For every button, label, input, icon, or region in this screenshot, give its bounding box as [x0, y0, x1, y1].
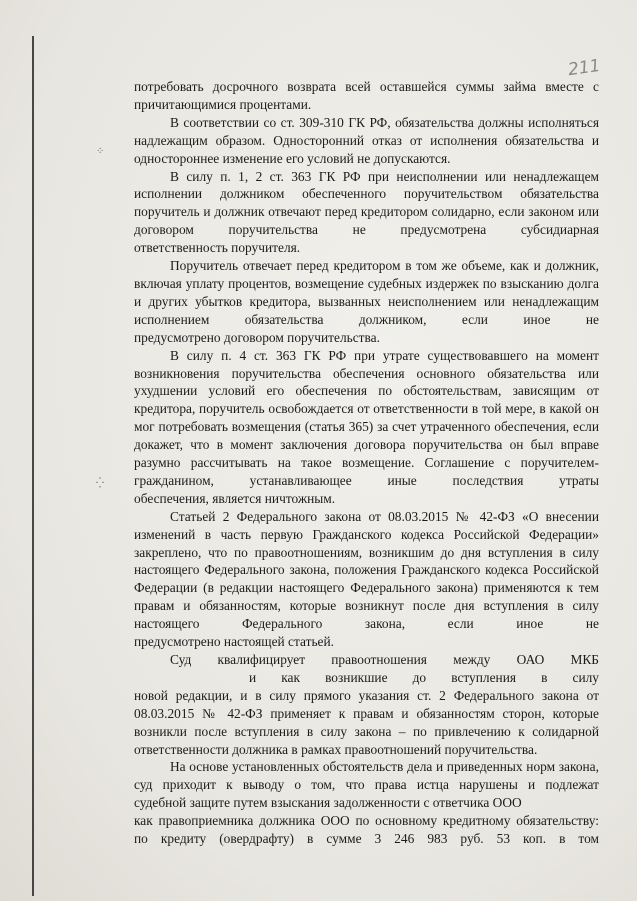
- paragraph: [134, 633, 599, 651]
- text-line: Российской Федерации (в редакции настоящего Федерального закона): [134, 562, 599, 596]
- paragraph: [134, 508, 599, 633]
- text-line: новой редакции, и в силу прямого указания ст. 2 Федерального закона от: [134, 687, 599, 703]
- scan-speck: ⁛: [96, 478, 104, 489]
- text-line: применяются к тем правам и обязанностям, которые возникнут после дня: [134, 580, 599, 614]
- paragraph: [134, 347, 599, 490]
- text-line: ответственности должника в рамках правоотношений поручительства.: [134, 741, 538, 757]
- document-body: [134, 78, 599, 848]
- text-line: или договором поручительства не предусмотрена субсидиарная: [134, 204, 599, 238]
- text-line: предусмотрено настоящей статьей.: [134, 634, 335, 650]
- text-line: возникли после вступления в силу закона – по привлечению к солидарной: [134, 723, 599, 739]
- paragraph: [134, 758, 599, 794]
- text-line: ненадлежащим исполнением обязательства должником, если иное не: [134, 293, 599, 327]
- text-line: он мог потребовать возмещения (статья 365) за счет утраченного обеспечения,: [134, 401, 599, 435]
- paragraph: [134, 114, 599, 150]
- text-line: вправе разумно рассчитывать на такое возмещение. Соглашение с: [134, 437, 599, 471]
- text-line: 08.03.2015 № 42-ФЗ применяет к правам и обязанностям сторон, которые: [134, 705, 599, 721]
- text-line: обеспечения, является ничтожным.: [134, 490, 336, 506]
- text-line: предусмотрено договором поручительства.: [134, 329, 380, 345]
- text-line: кредитора, поручитель освобождается от ответственности в той мере, в какой: [134, 401, 582, 417]
- text-line: одностороннее изменение его условий не допускаются.: [134, 150, 451, 166]
- text-line: Поручитель отвечает перед кредитором в том же объеме, как и должник,: [170, 258, 599, 274]
- text-line: Статьей 2 Федерального закона от 08.03.2015 № 42-ФЗ «О внесении: [170, 508, 599, 524]
- text-line: вступления в силу настоящего Федерального закона, если иное не: [134, 598, 599, 632]
- text-line: В соответствии со ст. 309-310 ГК РФ, обязательства должны исполняться: [170, 114, 599, 130]
- text-line: причитающимися процентами.: [134, 96, 312, 112]
- paragraph: [134, 168, 599, 240]
- paragraph: [134, 78, 599, 96]
- paragraph: [134, 329, 599, 347]
- text-line: На основе установленных обстоятельств дела и приведенных норм: [170, 759, 556, 775]
- paragraph: [134, 651, 599, 669]
- text-line: обязательству: по кредиту (овердрафту) в сумме 3 246 983 руб. 53 коп. в том: [134, 813, 599, 847]
- text-line: как правоприемника должника ООО по основному кредитному: [134, 813, 511, 829]
- text-line: В силу п. 1, 2 ст. 363 ГК РФ при неисполнении или ненадлежащем: [170, 168, 599, 184]
- text-line: ухудшении условий его обеспечения по обстоятельствам, зависящим от: [134, 383, 599, 399]
- paragraph: [134, 794, 599, 812]
- text-line: поручитель и должник отвечают перед кредитором солидарно, если законом: [134, 204, 575, 220]
- paragraph: [134, 239, 599, 257]
- paragraph: [134, 96, 599, 114]
- paragraph: [134, 687, 599, 741]
- paragraph: [134, 812, 599, 848]
- page-edge-line: [32, 36, 34, 896]
- text-line: надлежащим образом. Односторонний отказ от исполнения обязательства и: [134, 132, 599, 148]
- text-line: и как возникшие до вступления в силу: [249, 669, 599, 685]
- text-line: потребовать досрочного возврата всей оставшейся суммы займа вместе с: [134, 79, 599, 94]
- text-line: изменений в часть первую Гражданского кодекса Российской Федерации»: [134, 526, 599, 542]
- page-number: 211: [566, 55, 602, 81]
- scan-speck: ⁘: [96, 146, 105, 157]
- text-line: долга и других убытков кредитора, вызванных неисполнением или: [134, 275, 599, 309]
- text-line: настоящего Федерального закона, положения Гражданского кодекса: [134, 562, 529, 578]
- text-line: Суд квалифицирует правоотношения между ОАО МКБ: [170, 652, 599, 667]
- text-line: закреплено, что по правоотношениям, возникшим до дня вступления в силу: [134, 544, 599, 560]
- text-line: включая уплату процентов, возмещение судебных издержек по взысканию: [134, 275, 564, 291]
- text-line: возникновения поручительства обеспечения основного обязательства или: [134, 365, 599, 381]
- text-line: исполнении должником обеспеченного поручительством обязательства: [134, 186, 599, 202]
- paragraph: [134, 669, 599, 687]
- text-line: В силу п. 4 ст. 363 ГК РФ при утрате существовавшего на момент: [170, 347, 599, 363]
- text-line: если докажет, что в момент заключения договора поручительства он был: [134, 419, 600, 453]
- paragraph: [134, 150, 599, 168]
- paragraph: [134, 490, 599, 508]
- text-line: ответственность поручителя.: [134, 240, 301, 256]
- text-line: судебной защите путем взыскания задолженности с ответчика ООО: [134, 795, 522, 811]
- paragraph: [134, 741, 599, 759]
- text-line: закона, суд приходит к выводу о том, что права истца нарушены и подлежат: [134, 759, 599, 793]
- paragraph: [134, 257, 599, 329]
- text-line: поручителем-гражданином, устанавливающее иные последствия утраты: [134, 455, 599, 488]
